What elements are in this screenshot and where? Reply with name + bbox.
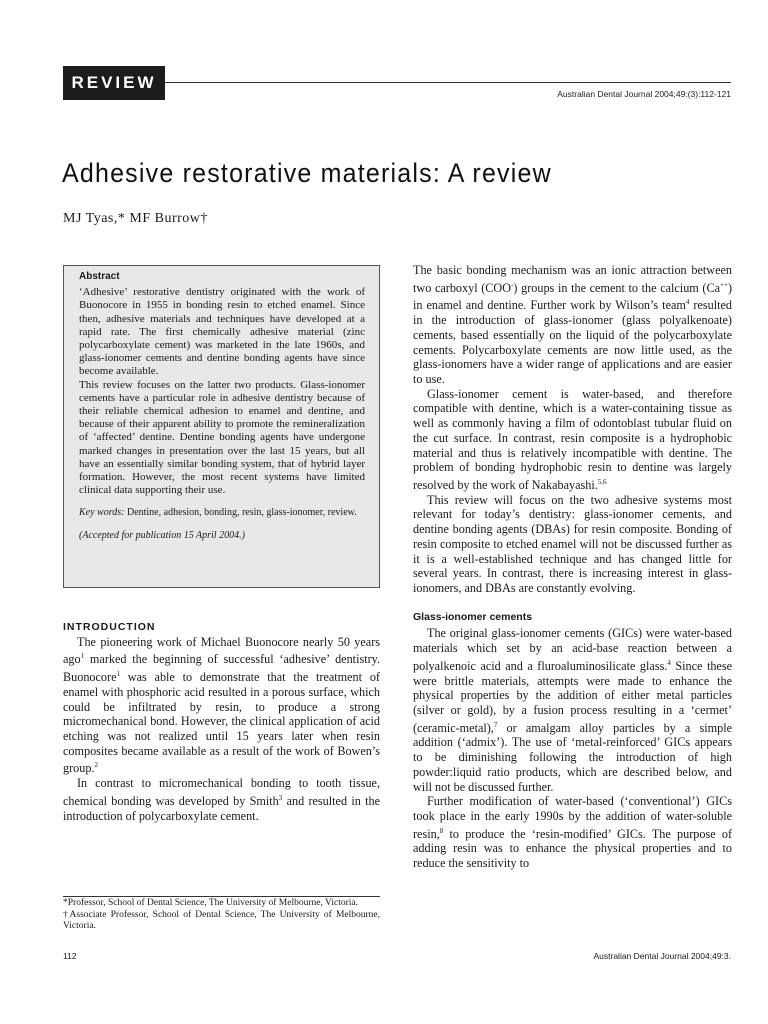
- keywords-label: Key words:: [79, 507, 125, 519]
- citation-ref: 4: [667, 658, 671, 667]
- abstract-paragraph: ‘Adhesive’ restorative dentistry originated with the work of Buonocore in 1955 in bonding resin to etched enamel. Since then, adhesive materials and techniques have developed at a rapid rate. The first chemically adhesive material (zinc polycarboxylate cement) was marketed in the late 1960s, and glass-ionomer cements and dentine bonding agents have since become available.: [79, 286, 365, 378]
- footnote: *Professor, School of Dental Science, The University of Melbourne, Victoria.: [63, 898, 358, 908]
- abstract-box: [63, 265, 380, 588]
- text-run: The pioneering work of Michael Buonocore nearly 50 years ago: [63, 634, 380, 667]
- body-paragraph: [413, 387, 732, 493]
- citation-ref: 5,6: [597, 477, 607, 486]
- citation-ref: 1: [116, 670, 120, 679]
- text-run: ) groups in the cement to the calcium (Ca: [513, 280, 721, 295]
- text-run: Further modification of water-based (‘conventional’) GICs took place in the early 1990s by the addition of water-soluble resin,: [413, 794, 732, 841]
- right-column: [413, 263, 732, 871]
- section-heading-introduction: INTRODUCTION: [63, 621, 156, 633]
- body-paragraph: [413, 626, 732, 794]
- page-number: 112: [63, 951, 77, 961]
- text-run: was able to demonstrate that the treatment of enamel with phosphoric acid resulted in a porous surface, which could be infiltrated by resin, to produce a strong micromechanical bond. However, the clinical application of acid etching was not realized until 15 years later when resin composites became available as a result of the work of Bowen’s group.: [63, 670, 380, 776]
- body-paragraph: This review will focus on the two adhesive systems most relevant for today’s dentistry: glass-ionomer cements, and dentine bonding agents (DBAs) for resin composite. Bonding of resin composite to etched enamel will not be discussed further as it is a well-established technique and has changed little for several years. In contrast, there is increasing interest in glass-ionomers, and DBAs are constantly evolving.: [413, 492, 732, 595]
- left-column: [63, 620, 380, 823]
- text-run: Since these were brittle materials, attempts were made to enhance the physical properties by the addition of either metal particles (silver or gold), by a fusion process resulting in a ‘cermet’ (ceramic-metal),: [413, 658, 732, 735]
- article-title: Adhesive restorative materials: A review: [62, 158, 552, 189]
- text-run: resulted in the introduction of glass-ionomer (glass polyalkenoate) cements, based essentially on the liquid of the polycarboxylate cements. Polycarboxylate cements are now little used, as the glass-ionomers have a wider range of applications and are easier to use.: [413, 298, 732, 387]
- text-run: or amalgam alloy particles by a simple addition (‘admix’). The use of ‘metal-reinforced’ GICs appears to be diminishing following the introduction of high powder:liquid ratio products, which are described below, and will not be discussed further.: [413, 720, 732, 794]
- keywords-text: Dentine, adhesion, bonding, resin, glass-ionomer, review.: [126, 507, 357, 519]
- citation-ref: 4: [685, 298, 690, 307]
- journal-citation: Australian Dental Journal 2004;49:(3):112-121: [557, 89, 731, 99]
- footnotes: [63, 898, 380, 933]
- footnote-rule: [63, 896, 380, 897]
- text-run: to produce the ‘resin-modified’ GICs. The purpose of adding resin was to enhance the physical properties and to reduce the sensitivity to: [413, 826, 732, 871]
- article-authors: MJ Tyas,* MF Burrow†: [63, 211, 208, 226]
- text-run: The original glass-ionomer cements (GICs) were water-based materials which set by an acid-base reaction between a polyalkenoic acid and a fluroaluminosilicate glass.: [413, 626, 732, 673]
- text-run: ) in enamel and dentine. Further work by Wilson’s team: [413, 280, 732, 313]
- citation-ref: 1: [80, 652, 85, 661]
- text-run: marked the beginning of successful ‘adhesive’ dentistry. Buonocore: [63, 652, 380, 685]
- citation-ref: 3: [278, 793, 283, 802]
- text-run: The basic bonding mechanism was an ionic attraction between two carboxyl (COO: [413, 263, 732, 295]
- review-tag: REVIEW: [63, 66, 165, 100]
- subheading-glass-ionomer: Glass-ionomer cements: [413, 610, 533, 623]
- text-run: Glass-ionomer cement is water-based, and therefore compatible with dentine, which is a water-containing tissue as well as commonly having a film of odontoblast tubular fluid on the cut surface. In contrast, resin composite is a hydrophobic material and thus is relatively incompatible with dentine. The problem of bonding hydrophobic resin to dentine was largely resolved by the work of Nakabayashi.: [413, 386, 732, 493]
- footnote: †Associate Professor, School of Dental Science, The University of Melbourne, Victoria.: [63, 909, 380, 932]
- body-paragraph: [63, 776, 380, 823]
- accepted-date: (Accepted for publication 15 April 2004.): [79, 529, 245, 541]
- body-paragraph: [63, 635, 380, 777]
- superscript: -: [511, 280, 514, 289]
- abstract-heading: Abstract: [79, 271, 120, 282]
- citation-ref: 2: [94, 761, 98, 770]
- abstract-keywords: [79, 506, 365, 519]
- body-paragraph: [413, 263, 732, 387]
- body-paragraph: [413, 794, 732, 871]
- citation-ref: 7: [493, 720, 498, 729]
- header-rule: [165, 82, 731, 83]
- text-run: In contrast to micromechanical bonding to tooth tissue, chemical bonding was developed by Smith: [63, 776, 380, 808]
- citation-ref: 8: [439, 826, 444, 835]
- footer-journal: Australian Dental Journal 2004;49:3.: [593, 951, 731, 961]
- text-run: and resulted in the introduction of polycarboxylate cement.: [63, 793, 380, 823]
- abstract-paragraph: This review focuses on the latter two products. Glass-ionomer cements have a particular role in adhesive dentistry because of their reliable chemical adhesion to enamel and dentine, and because of their apparent ability to promote the remineralization of ‘affected’ dentine. Dentine bonding agents have undergone marked changes in presentation over the last 15 years, but all have an essentially similar bonding system, that of hybrid layer formation. However, the most recent systems have limited clinical data supporting their use.: [79, 378, 365, 497]
- superscript: ++: [720, 280, 728, 289]
